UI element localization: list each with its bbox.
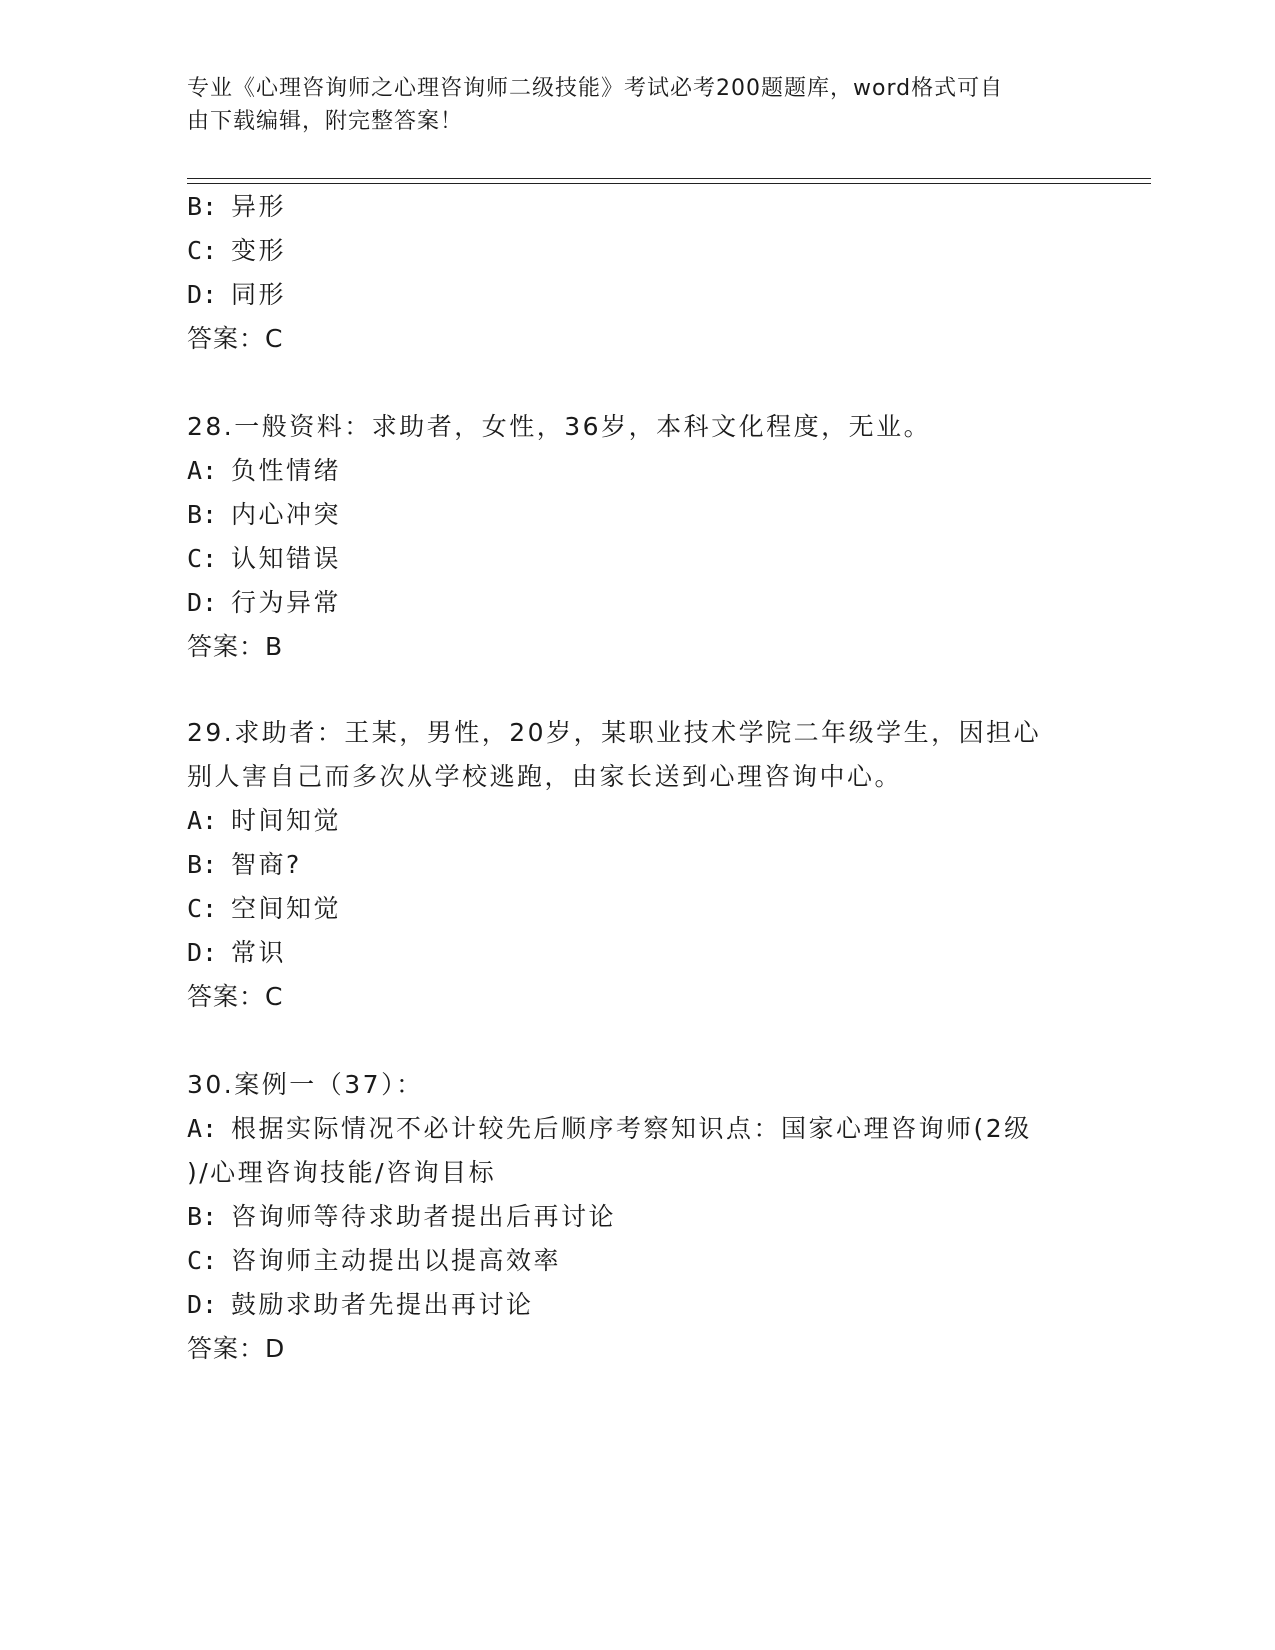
q28-answer: 答案：B [187, 632, 284, 661]
q30-option-a [187, 1114, 1032, 1144]
q27-option-d [187, 280, 286, 310]
q29-answer: 答案：C [187, 982, 284, 1011]
option-label: D: [187, 280, 218, 309]
q30-answer: 答案：D [187, 1334, 286, 1363]
q29-option-b [187, 850, 302, 880]
option-text: 变形 [231, 236, 287, 265]
option-text: 同形 [231, 280, 287, 309]
option-text: 行为异常 [231, 588, 342, 617]
header-line-2: 由下载编辑，附完整答案！ [187, 109, 464, 134]
option-label: C: [187, 1246, 218, 1275]
q30-option-d [187, 1290, 534, 1320]
document-header [187, 72, 1087, 138]
option-text: 异形 [231, 192, 287, 221]
q27-answer: 答案：C [187, 324, 284, 353]
q29-option-d [187, 938, 286, 968]
option-text: 智商? [231, 850, 302, 879]
option-label: A: [187, 1114, 218, 1143]
header-line-1: 专业《心理咨询师之心理咨询师二级技能》考试必考200题题库，word格式可自 [187, 76, 1004, 101]
q30-option-b [187, 1202, 616, 1232]
header-rule-top [187, 178, 1151, 179]
option-text: 咨询师主动提出以提高效率 [231, 1246, 562, 1275]
q30-option-a-continued: )/心理咨询技能/咨询目标 [187, 1158, 497, 1187]
option-text: 常识 [231, 938, 287, 967]
q29-option-c [187, 894, 341, 924]
option-text: 负性情绪 [231, 456, 342, 485]
q27-option-c [187, 236, 286, 266]
option-label: C: [187, 236, 218, 265]
option-text: 空间知觉 [231, 894, 342, 923]
option-text: 内心冲突 [231, 500, 342, 529]
q29-stem-line-2: 别人害自己而多次从学校逃跑，由家长送到心理咨询中心。 [187, 762, 903, 791]
q28-option-b [187, 500, 341, 530]
q30-option-c [187, 1246, 561, 1276]
option-label: D: [187, 588, 218, 617]
q30-stem: 30.案例一（37）： [187, 1070, 424, 1099]
option-text: 认知错误 [231, 544, 342, 573]
q28-option-a [187, 456, 341, 486]
q28-option-c [187, 544, 341, 574]
option-label: B: [187, 500, 218, 529]
option-label: A: [187, 806, 218, 835]
q27-option-b [187, 192, 286, 222]
q29-stem-line-1: 29.求助者：王某，男性，20岁，某职业技术学院二年级学生，因担心 [187, 718, 1042, 747]
option-text: 鼓励求助者先提出再讨论 [231, 1290, 534, 1319]
option-label: B: [187, 192, 218, 221]
option-label: C: [187, 894, 218, 923]
option-label: A: [187, 456, 218, 485]
option-text: 根据实际情况不必计较先后顺序考察知识点：国家心理咨询师(2级 [231, 1114, 1032, 1143]
option-text: 咨询师等待求助者提出后再讨论 [231, 1202, 617, 1231]
option-text: 时间知觉 [231, 806, 342, 835]
option-label: B: [187, 850, 218, 879]
option-label: D: [187, 938, 218, 967]
header-rule-bottom [187, 183, 1151, 184]
option-label: B: [187, 1202, 218, 1231]
q28-stem: 28.一般资料：求助者，女性，36岁，本科文化程度，无业。 [187, 412, 932, 441]
option-label: C: [187, 544, 218, 573]
option-label: D: [187, 1290, 218, 1319]
q28-option-d [187, 588, 341, 618]
q29-option-a [187, 806, 341, 836]
